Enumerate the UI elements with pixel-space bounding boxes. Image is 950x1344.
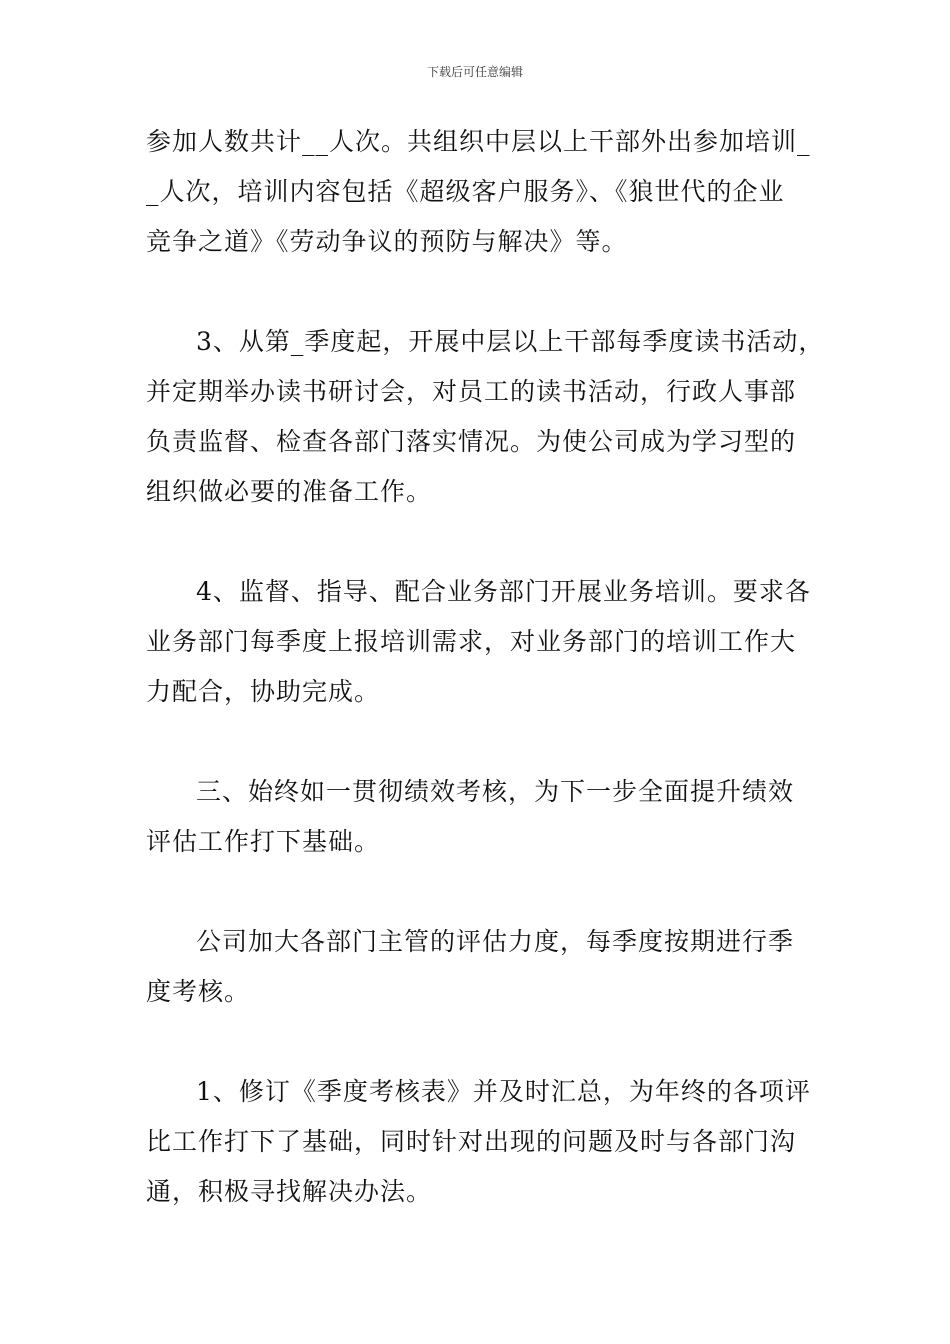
text-line: 并定期举办读书研讨会，对员工的读书活动，行政人事部 — [146, 377, 797, 406]
text-line: 参加人数共计__人次。共组织中层以上干部外出参加培训_ — [146, 127, 811, 156]
paragraph-reading-activity — [146, 327, 836, 507]
text-line: 比工作打下了基础，同时针对出现的问题及时与各部门沟 — [146, 1127, 797, 1156]
text-line: 公司加大各部门主管的评估力度，每季度按期进行季 — [196, 927, 795, 956]
text-line: 1、修订《季度考核表》并及时汇总，为年终的各项评 — [196, 1077, 811, 1106]
text-line: 竞争之道》《劳动争议的预防与解决》等。 — [146, 227, 628, 256]
page-header-note: 下载后可任意编辑 — [426, 65, 523, 79]
paragraph-gap — [146, 1027, 836, 1077]
paragraph-gap — [146, 277, 836, 327]
document-body — [146, 127, 836, 1227]
text-line: 度考核。 — [146, 977, 251, 1006]
text-line: 负责监督、检查各部门落实情况。为使公司成为学习型的 — [146, 427, 797, 456]
text-line: 业务部门每季度上报培训需求，对业务部门的培训工作大 — [146, 627, 797, 656]
paragraph-quarterly-review — [146, 927, 836, 1007]
text-line: _人次，培训内容包括《超级客户服务》、《狼世代的企业 — [146, 177, 785, 206]
text-line: 3、从第_季度起，开展中层以上干部每季度读书活动， — [196, 327, 825, 356]
text-line: 通，积极寻找解决办法。 — [146, 1177, 433, 1206]
section-heading-performance — [146, 777, 836, 857]
paragraph-gap — [146, 527, 836, 577]
text-line: 评估工作打下基础。 — [146, 827, 381, 856]
text-line: 组织做必要的准备工作。 — [146, 477, 433, 506]
text-line: 力配合，协助完成。 — [146, 677, 381, 706]
paragraph-gap — [146, 727, 836, 777]
paragraph-gap — [146, 877, 836, 927]
paragraph-review-form — [146, 1077, 836, 1207]
text-line: 4、监督、指导、配合业务部门开展业务培训。要求各 — [196, 577, 811, 606]
paragraph-business-training — [146, 577, 836, 707]
text-line: 三、始终如一贯彻绩效考核，为下一步全面提升绩效 — [196, 777, 795, 806]
paragraph-training-participants — [146, 127, 836, 257]
